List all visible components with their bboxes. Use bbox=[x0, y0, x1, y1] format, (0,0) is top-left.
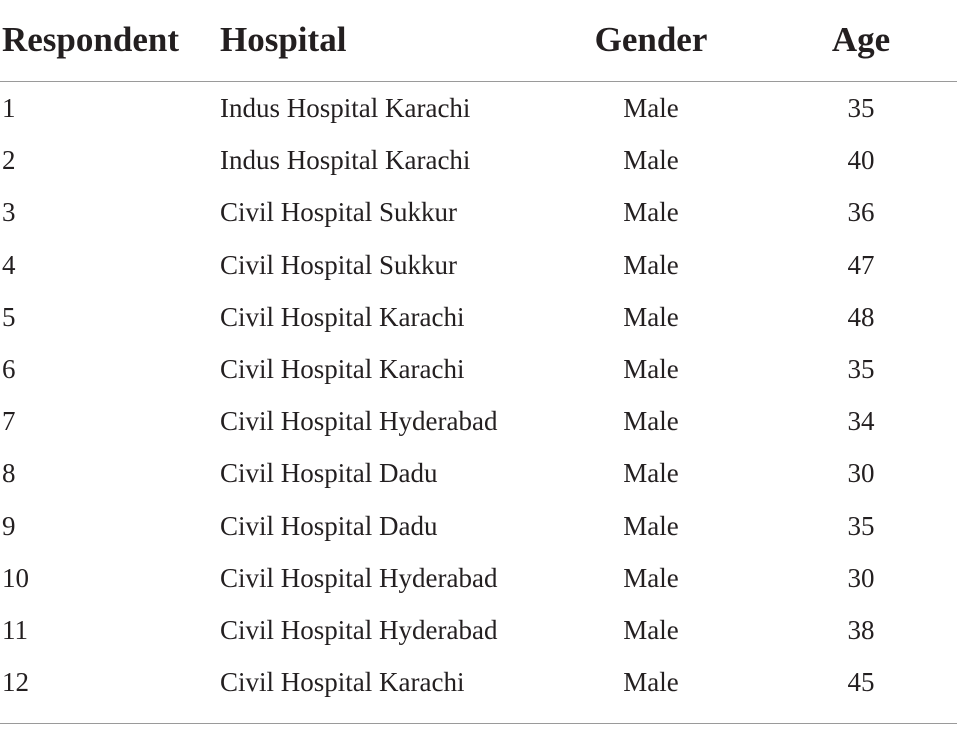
table-row bbox=[0, 656, 957, 708]
respondent-cell: 2 bbox=[2, 145, 16, 176]
hospital-cell: Civil Hospital Hyderabad bbox=[220, 614, 498, 645]
age-cell: 30 bbox=[847, 458, 875, 489]
respondent-cell: 8 bbox=[2, 458, 16, 489]
respondent-cell: 7 bbox=[2, 406, 16, 437]
age-cell: 36 bbox=[847, 197, 875, 228]
hospital-cell: Civil Hospital Hyderabad bbox=[220, 406, 498, 437]
hospital-cell: Civil Hospital Karachi bbox=[220, 353, 465, 384]
gender-cell: Male bbox=[623, 510, 679, 541]
table-body bbox=[0, 82, 957, 708]
header-age: Age bbox=[831, 20, 891, 59]
table-header bbox=[0, 0, 957, 82]
respondent-cell: 11 bbox=[2, 614, 28, 645]
table-row bbox=[0, 186, 957, 238]
table-row bbox=[0, 291, 957, 343]
table-row bbox=[0, 552, 957, 604]
gender-cell: Male bbox=[623, 406, 679, 437]
respondent-cell: 5 bbox=[2, 301, 16, 332]
gender-cell: Male bbox=[623, 353, 679, 384]
respondent-cell: 3 bbox=[2, 197, 16, 228]
hospital-cell: Civil Hospital Hyderabad bbox=[220, 562, 498, 593]
table-row bbox=[0, 447, 957, 499]
hospital-cell: Indus Hospital Karachi bbox=[220, 145, 471, 176]
hospital-cell: Civil Hospital Sukkur bbox=[220, 249, 458, 280]
table-row bbox=[0, 82, 957, 134]
table-row bbox=[0, 134, 957, 186]
hospital-cell: Civil Hospital Dadu bbox=[220, 510, 438, 541]
hospital-cell: Civil Hospital Sukkur bbox=[220, 197, 458, 228]
age-cell: 47 bbox=[847, 249, 875, 280]
hospital-cell: Indus Hospital Karachi bbox=[220, 93, 471, 123]
gender-cell: Male bbox=[623, 93, 679, 123]
age-cell: 34 bbox=[847, 406, 875, 437]
table-row bbox=[0, 343, 957, 395]
gender-cell: Male bbox=[623, 145, 679, 176]
table-row bbox=[0, 395, 957, 447]
gender-cell: Male bbox=[623, 197, 679, 228]
respondent-cell: 1 bbox=[2, 93, 16, 123]
bottom-rule bbox=[0, 723, 957, 724]
table-row bbox=[0, 239, 957, 291]
respondent-cell: 4 bbox=[2, 249, 16, 280]
respondent-cell: 9 bbox=[2, 510, 16, 541]
table-row bbox=[0, 604, 957, 656]
age-cell: 35 bbox=[847, 353, 875, 384]
age-cell: 30 bbox=[847, 562, 875, 593]
respondent-cell: 6 bbox=[2, 353, 16, 384]
gender-cell: Male bbox=[623, 249, 679, 280]
gender-cell: Male bbox=[623, 458, 679, 489]
age-cell: 40 bbox=[847, 145, 875, 176]
age-cell: 38 bbox=[847, 614, 875, 645]
age-cell: 45 bbox=[847, 667, 875, 698]
gender-cell: Male bbox=[623, 301, 679, 332]
header-hospital: Hospital bbox=[220, 20, 347, 59]
hospital-cell: Civil Hospital Karachi bbox=[220, 667, 465, 698]
respondent-cell: 10 bbox=[2, 562, 29, 593]
header-gender: Gender bbox=[594, 20, 708, 59]
hospital-cell: Civil Hospital Karachi bbox=[220, 301, 465, 332]
gender-cell: Male bbox=[623, 614, 679, 645]
gender-cell: Male bbox=[623, 667, 679, 698]
age-cell: 35 bbox=[847, 93, 875, 123]
header-respondent: Respondent bbox=[2, 20, 179, 59]
gender-cell: Male bbox=[623, 562, 679, 593]
table-row bbox=[0, 500, 957, 552]
age-cell: 48 bbox=[847, 301, 875, 332]
age-cell: 35 bbox=[847, 510, 875, 541]
hospital-cell: Civil Hospital Dadu bbox=[220, 458, 438, 489]
respondent-cell: 12 bbox=[2, 667, 29, 698]
